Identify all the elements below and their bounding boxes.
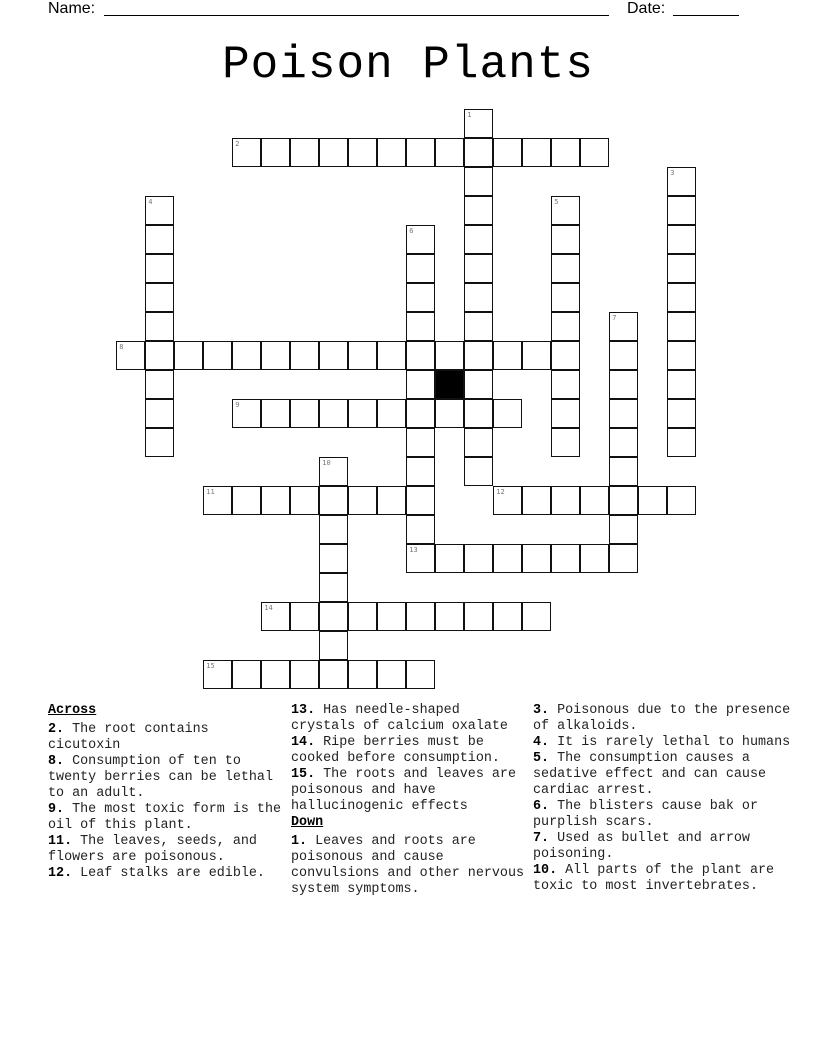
grid-cell[interactable] [667,167,696,196]
crossword-grid [117,110,727,700]
grid-cell[interactable] [464,544,493,573]
grid-cell[interactable] [406,254,435,283]
grid-cell[interactable] [609,428,638,457]
grid-cell[interactable] [609,341,638,370]
cell-number: 3 [670,169,675,178]
grid-cell[interactable] [609,544,638,573]
grid-cell[interactable] [580,138,609,167]
clue-across-2 [48,722,288,754]
grid-cell[interactable] [232,138,261,167]
clue-down-7 [533,831,793,863]
grid-cell[interactable] [551,138,580,167]
grid-cell[interactable] [319,515,348,544]
grid-cell[interactable] [319,486,348,515]
clue-down-6 [533,799,793,831]
clues-column-1 [48,703,288,882]
clue-down-10 [533,863,793,895]
clue-across-8 [48,754,288,802]
page-title: Poison Plants [222,39,594,91]
clue-across-13 [291,703,531,735]
grid-cell[interactable] [609,515,638,544]
grid-cell[interactable] [406,515,435,544]
clues-column-2 [291,703,531,898]
grid-cell[interactable] [406,225,435,254]
grid-cell[interactable] [348,341,377,370]
grid-cell[interactable] [464,138,493,167]
grid-cell[interactable] [406,602,435,631]
grid-cell[interactable] [551,544,580,573]
clue-number: 13. [291,703,316,718]
grid-cell[interactable] [551,312,580,341]
grid-cell[interactable] [348,138,377,167]
grid-cell[interactable] [377,399,406,428]
grid-cell[interactable] [203,660,232,689]
grid-cell[interactable] [145,399,174,428]
grid-cell[interactable] [174,341,203,370]
grid-cell[interactable] [435,138,464,167]
clue-across-14 [291,735,531,767]
grid-cell[interactable] [377,138,406,167]
grid-cell[interactable] [290,399,319,428]
clue-number: 12. [48,866,73,881]
grid-cell[interactable] [609,399,638,428]
grid-cell[interactable] [406,312,435,341]
grid-cell[interactable] [319,341,348,370]
grid-cell[interactable] [493,602,522,631]
grid-cell[interactable] [464,341,493,370]
clue-text: Ripe berries must be cooked before consumption. [291,735,500,766]
clue-number: 6. [533,799,550,814]
grid-cell[interactable] [464,254,493,283]
grid-cell[interactable] [319,457,348,486]
grid-cell[interactable] [464,196,493,225]
clue-text: The roots and leaves are poisonous and have hallucinogenic effects [291,767,525,814]
grid-cell[interactable] [551,225,580,254]
clue-text: The leaves, seeds, and flowers are poisonous. [48,834,265,865]
cell-number: 14 [264,604,273,613]
cell-number: 7 [612,314,617,323]
clue-down-5 [533,751,793,799]
grid-cell[interactable] [551,283,580,312]
grid-cell[interactable] [406,370,435,399]
clue-number: 1. [291,834,308,849]
grid-cell[interactable] [406,457,435,486]
clue-number: 9. [48,802,65,817]
grid-cell[interactable] [116,341,145,370]
grid-cell[interactable] [319,544,348,573]
grid-cell[interactable] [464,370,493,399]
clue-text: Used as bullet and arrow poisoning. [533,831,759,862]
grid-cell[interactable] [145,428,174,457]
cell-number: 15 [206,662,215,671]
grid-cell[interactable] [377,341,406,370]
grid-cell[interactable] [464,167,493,196]
grid-cell[interactable] [406,283,435,312]
clue-text: Leaves and roots are poisonous and cause convulsions and other nervous system symptoms. [291,834,533,897]
grid-cell[interactable] [377,602,406,631]
clue-number: 2. [48,722,65,737]
grid-cell[interactable] [551,486,580,515]
clue-text: All parts of the plant are toxic to most invertebrates. [533,863,783,894]
grid-cell[interactable] [493,138,522,167]
name-label: Name: [48,0,96,17]
grid-cell[interactable] [406,399,435,428]
grid-cell[interactable] [406,428,435,457]
grid-cell[interactable] [435,602,464,631]
clue-text: Leaf stalks are edible. [72,866,265,881]
grid-cell[interactable] [493,486,522,515]
grid-cell[interactable] [406,138,435,167]
grid-cell[interactable] [580,486,609,515]
name-field[interactable] [104,15,609,16]
grid-cell[interactable] [261,486,290,515]
grid-cell[interactable] [522,602,551,631]
clue-number: 11. [48,834,73,849]
grid-cell[interactable] [348,486,377,515]
date-field[interactable] [673,15,739,16]
clue-text: Consumption of ten to twenty berries can be lethal to an adult. [48,754,282,801]
grid-cell[interactable] [145,370,174,399]
clue-text: The root contains cicutoxin [48,722,217,753]
clues-column-3 [533,703,799,895]
grid-cell[interactable] [667,225,696,254]
grid-cell[interactable] [348,399,377,428]
grid-cell[interactable] [232,341,261,370]
grid-cell[interactable] [377,486,406,515]
grid-cell[interactable] [203,486,232,515]
grid-cell[interactable] [522,138,551,167]
clue-across-11 [48,834,288,866]
cell-number: 12 [496,488,505,497]
grid-cell[interactable] [493,341,522,370]
grid-cell[interactable] [290,138,319,167]
grid-cell[interactable] [319,138,348,167]
grid-cell[interactable] [435,341,464,370]
clue-down-3 [533,703,799,735]
grid-cell[interactable] [203,341,232,370]
grid-cell[interactable] [261,138,290,167]
grid-cell[interactable] [145,254,174,283]
clue-text: Has needle-shaped crystals of calcium oxalate [291,703,508,734]
grid-cell[interactable] [145,225,174,254]
grid-cell[interactable] [522,486,551,515]
cell-number: 2 [235,140,240,149]
clue-down-4 [533,735,793,751]
grid-cell[interactable] [493,544,522,573]
grid-cell[interactable] [522,341,551,370]
cell-number: 5 [554,198,559,207]
grid-cell[interactable] [319,602,348,631]
grid-cell[interactable] [609,312,638,341]
grid-cell[interactable] [667,486,696,515]
grid-cell[interactable] [406,660,435,689]
grid-cell[interactable] [667,399,696,428]
clue-text: The blisters cause bak or purplish scars. [533,799,767,830]
clue-across-15 [291,767,531,815]
grid-cell[interactable] [464,428,493,457]
grid-cell[interactable] [464,225,493,254]
grid-cell[interactable] [261,660,290,689]
grid-cell[interactable] [464,283,493,312]
grid-cell[interactable] [145,341,174,370]
clue-number: 3. [533,703,550,718]
cell-number: 8 [119,343,124,352]
clue-across-12 [48,866,288,882]
cell-number: 4 [148,198,153,207]
grid-cell[interactable] [638,486,667,515]
clue-text: The consumption causes a sedative effect and can cause cardiac arrest. [533,751,775,798]
grid-cell[interactable] [145,312,174,341]
grid-cell[interactable] [609,457,638,486]
grid-cell[interactable] [406,341,435,370]
grid-cell[interactable] [551,341,580,370]
down-heading: Down [291,815,324,830]
grid-cell[interactable] [232,399,261,428]
cell-number: 10 [322,459,331,468]
grid-cell[interactable] [145,283,174,312]
grid-cell[interactable] [551,428,580,457]
clue-number: 7. [533,831,550,846]
across-heading: Across [48,703,97,718]
header [48,0,748,20]
grid-cell[interactable] [319,660,348,689]
grid-cell[interactable] [667,428,696,457]
clue-text: Poisonous due to the presence of alkaloids. [533,703,799,734]
grid-cell[interactable] [319,399,348,428]
date-label: Date: [627,0,666,17]
clue-across-9 [48,802,288,834]
grid-cell[interactable] [319,573,348,602]
grid-cell[interactable] [435,544,464,573]
grid-cell[interactable] [551,254,580,283]
grid-cell[interactable] [464,457,493,486]
clue-number: 5. [533,751,550,766]
grid-cell[interactable] [348,602,377,631]
clue-number: 4. [533,735,550,750]
cell-number: 1 [467,111,472,120]
cell-number: 11 [206,488,215,497]
clue-text: It is rarely lethal to humans [549,735,791,750]
grid-cell[interactable] [667,254,696,283]
grid-cell[interactable] [551,370,580,399]
grid-cell[interactable] [406,486,435,515]
grid-cell[interactable] [435,399,464,428]
grid-cell[interactable] [261,341,290,370]
grid-cell[interactable] [667,370,696,399]
clue-number: 8. [48,754,65,769]
grid-cell[interactable] [377,660,406,689]
cell-number: 6 [409,227,414,236]
grid-cell[interactable] [232,486,261,515]
grid-cell[interactable] [667,196,696,225]
clue-number: 14. [291,735,316,750]
grid-cell[interactable] [261,602,290,631]
grid-cell[interactable] [348,660,377,689]
grid-cell[interactable] [406,544,435,573]
clue-number: 15. [291,767,316,782]
grid-cell[interactable] [667,341,696,370]
grid-cell[interactable] [609,486,638,515]
grid-cell[interactable] [290,486,319,515]
clue-number: 10. [533,863,558,878]
grid-cell[interactable] [580,544,609,573]
clue-down-1 [291,834,531,898]
grid-cell[interactable] [464,602,493,631]
grid-cell[interactable] [464,399,493,428]
cell-number: 13 [409,546,418,555]
grid-cell[interactable] [290,602,319,631]
grid-cell[interactable] [145,196,174,225]
grid-cell[interactable] [319,631,348,660]
grid-cell[interactable] [667,312,696,341]
grid-cell[interactable] [609,370,638,399]
clue-text: The most toxic form is the oil of this plant. [48,802,290,833]
grid-cell[interactable] [667,283,696,312]
grid-cell[interactable] [290,341,319,370]
grid-cell[interactable] [290,660,319,689]
grid-cell[interactable] [522,544,551,573]
grid-cell[interactable] [261,399,290,428]
grid-cell[interactable] [232,660,261,689]
grid-cell[interactable] [551,196,580,225]
grid-cell[interactable] [464,109,493,138]
grid-cell[interactable] [493,399,522,428]
grid-cell[interactable] [551,399,580,428]
cell-number: 9 [235,401,240,410]
grid-cell[interactable] [464,312,493,341]
black-cell [435,370,464,399]
